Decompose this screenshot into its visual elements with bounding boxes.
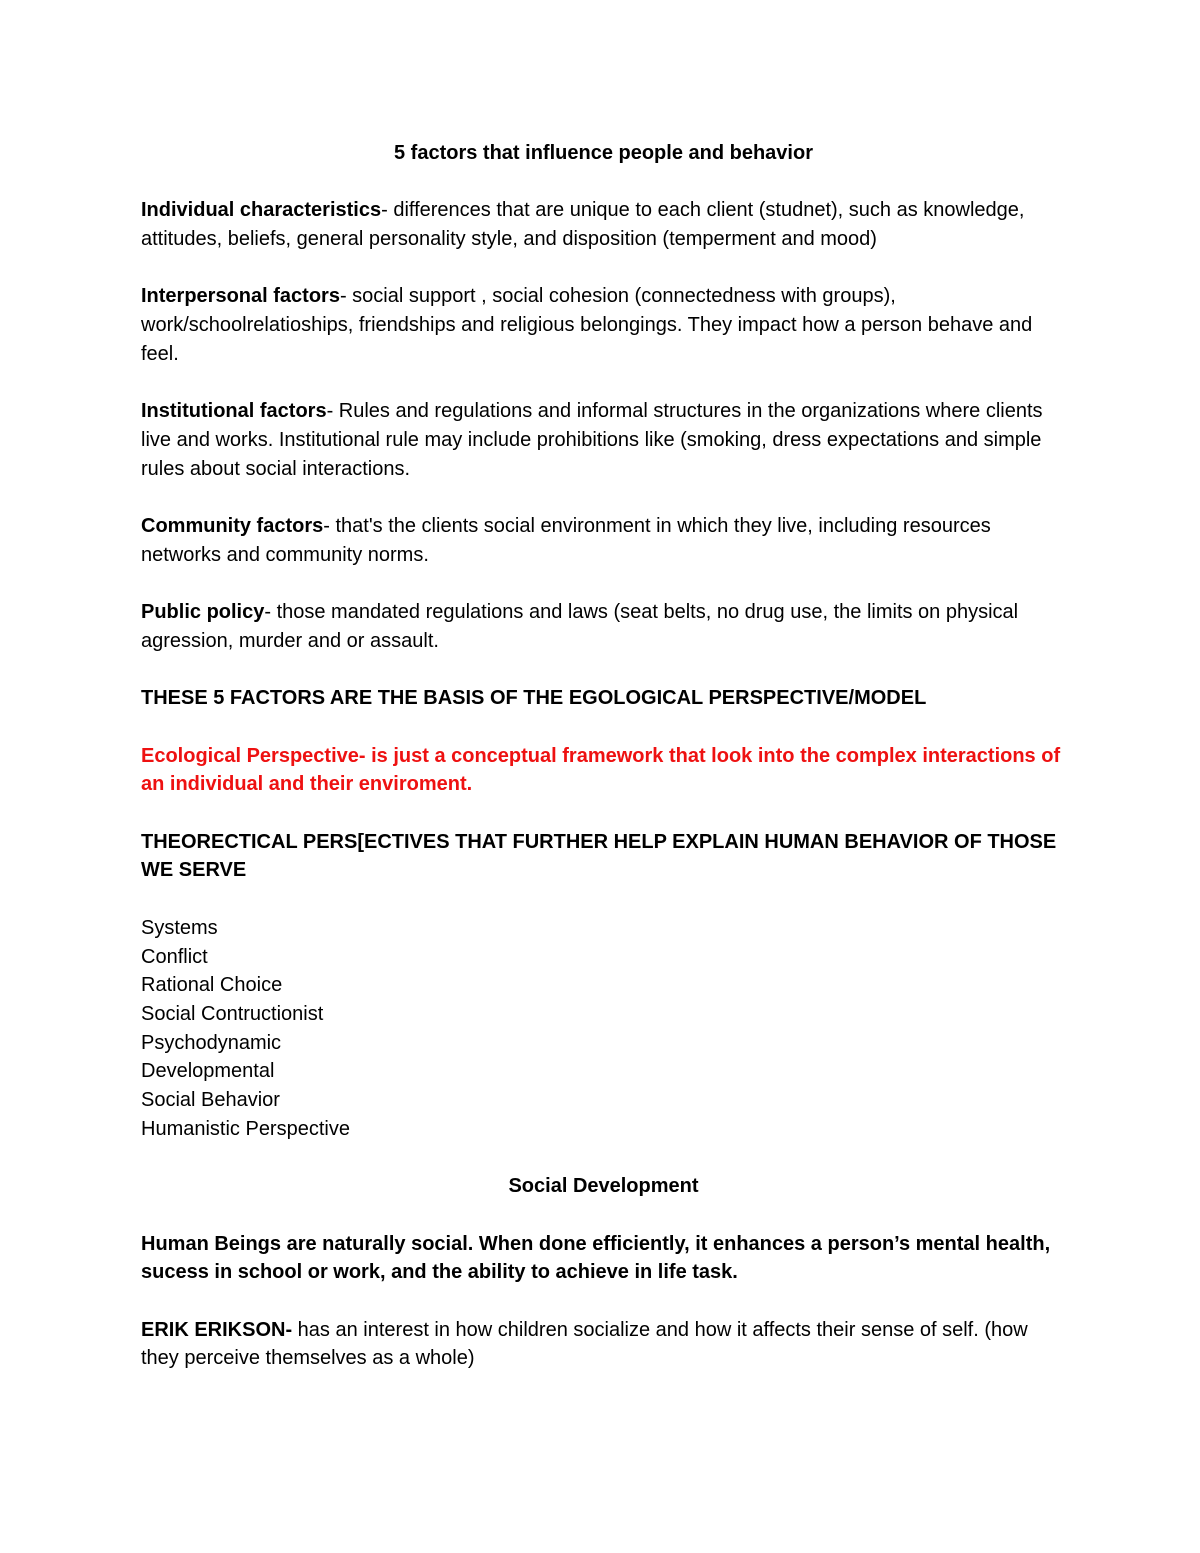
theoretical-heading: THEORECTICAL PERS[ECTIVES THAT FURTHER HELP EXPLAIN HUMAN BEHAVIOR OF THOSE WE SERVE [141,830,1057,882]
social-statement: Human Beings are naturally social. When done efficiently, it enhances a person’s mental health, sucess in school or work, and the ability to achieve in life task. [141,1232,1051,1284]
list-item: Psychodynamic [141,1031,282,1054]
perspectives-list [141,914,1066,1144]
list-item: Developmental [141,1060,275,1083]
factor-institutional [141,397,1066,483]
ecological-definition: Ecological Perspective- is just a conceptual framework that look into the complex interactions of an individual and their enviroment. [141,744,1061,796]
document-title: 5 factors that influence people and behavior [394,142,813,164]
factor-description: - Rules and regulations and informal structures in the organizations where clients live and works. Institutional rule may include prohibitions like (smoking, dress expectations and simple rules about social interactions. [141,400,1043,480]
list-item: Rational Choice [141,974,283,997]
factor-term: Interpersonal factors [141,285,340,308]
basis-heading: THESE 5 FACTORS ARE THE BASIS OF THE EGOLOGICAL PERSPECTIVE/MODEL [141,687,927,710]
factor-description: - those mandated regulations and laws (seat belts, no drug use, the limits on physical agression, murder and or assault. [141,601,1019,652]
list-item: Systems [141,916,218,939]
factor-public-policy [141,598,1066,655]
erikson-term: ERIK ERIKSON- [141,1318,293,1341]
factor-description: - differences that are unique to each client (studnet), such as knowledge, attitudes, beliefs, general personality style, and disposition (temperment and mood) [141,199,1025,251]
document-page [141,139,1066,1402]
factor-description: - that's the clients social environment in which they live, including resources networks and community norms. [141,515,991,566]
factor-community [141,512,1066,569]
list-item: Humanistic Perspective [141,1117,350,1140]
factor-description: - social support , social cohesion (connectedness with groups), work/schoolrelatioships, friendships and religious belongings. They impact how a person behave and feel. [141,285,1033,365]
factor-interpersonal [141,282,1066,368]
factor-term: Individual characteristics [141,199,382,222]
list-item: Social Behavior [141,1089,280,1112]
factor-term: Public policy [141,601,265,624]
social-development-heading: Social Development [508,1175,699,1198]
erikson-paragraph [141,1316,1066,1373]
factor-term: Institutional factors [141,400,327,423]
erikson-description: has an interest in how children socialize and how it affects their sense of self. (how they perceive themselves as a whole) [141,1318,1028,1370]
list-item: Social Contructionist [141,1002,324,1025]
factor-individual [141,196,1066,253]
list-item: Conflict [141,945,208,968]
factor-term: Community factors [141,515,324,538]
